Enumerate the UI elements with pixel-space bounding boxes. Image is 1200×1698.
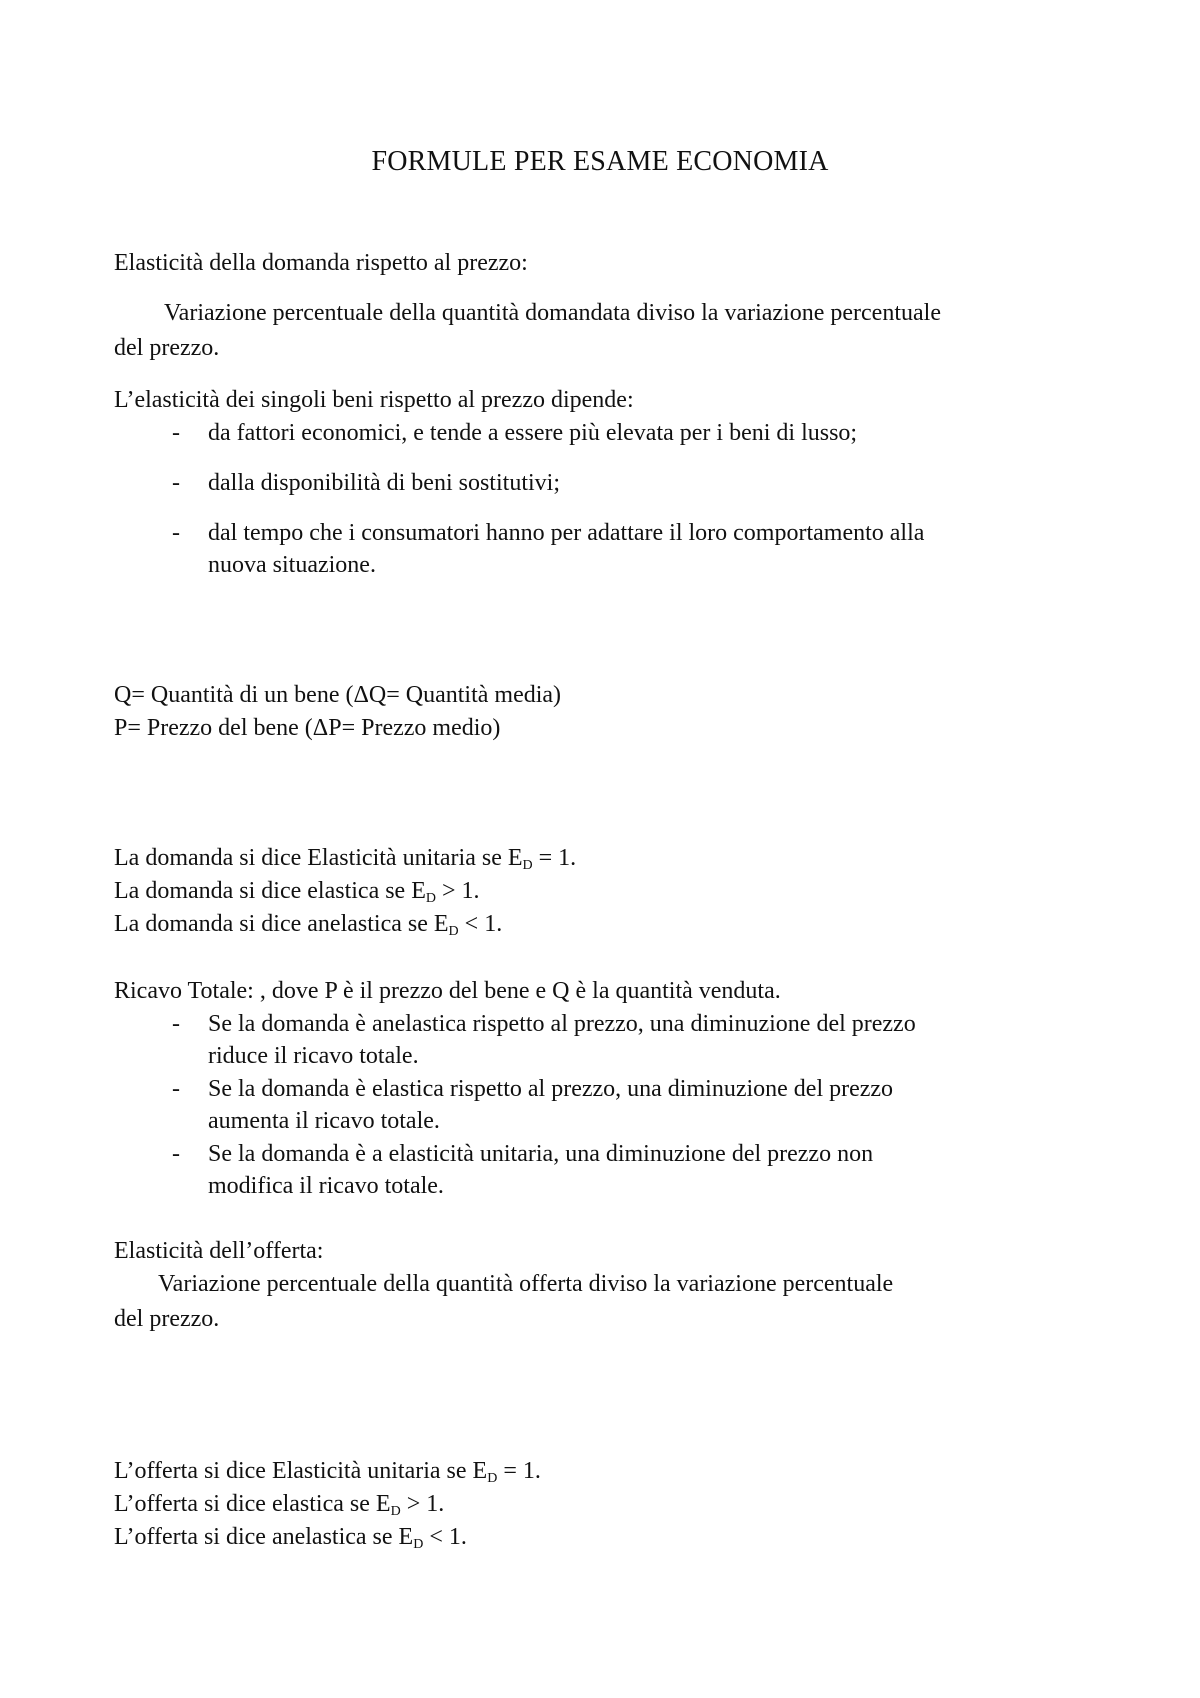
page-title: FORMULE PER ESAME ECONOMIA <box>371 146 829 177</box>
supply-definition-line-1: Variazione percentuale della quantità offerta diviso la variazione percentuale <box>158 1271 894 1297</box>
factor-item-3-line-1: dal tempo che i consumatori hanno per adattare il loro comportamento alla <box>208 520 925 546</box>
symbol-p-definition: P= Prezzo del bene (ΔP= Prezzo medio) <box>114 715 501 741</box>
bullet-dash: - <box>172 1076 180 1102</box>
bullet-dash: - <box>172 1141 180 1167</box>
factor-item-3-line-2: nuova situazione. <box>208 552 376 578</box>
revenue-item-2-line-2: aumenta il ricavo totale. <box>208 1108 440 1134</box>
factors-intro: L’elasticità dei singoli beni rispetto al prezzo dipende: <box>114 387 634 413</box>
demand-definition-line-1: Variazione percentuale della quantità domandata diviso la variazione percentuale <box>164 300 941 326</box>
supply-inelastic: L’offerta si dice anelastica se $E_D < 1$. <box>114 1524 467 1552</box>
demand-unit-elastic: La domanda si dice Elasticità unitaria se $E_D = 1$. <box>114 845 577 873</box>
factor-item-1: da fattori economici, e tende a essere più elevata per i beni di lusso; <box>208 420 858 446</box>
demand-elastic: La domanda si dice elastica se $E_D > 1$. <box>114 878 480 906</box>
bullet-dash: - <box>172 470 180 496</box>
demand-elasticity-heading: Elasticità della domanda rispetto al prezzo: <box>114 250 528 276</box>
demand-definition-line-2: del prezzo. <box>114 335 220 361</box>
symbol-q-definition: Q= Quantità di un bene (ΔQ= Quantità media) <box>114 682 562 708</box>
revenue-item-3-line-1: Se la domanda è a elasticità unitaria, una diminuzione del prezzo non <box>208 1141 874 1167</box>
revenue-item-1-line-2: riduce il ricavo totale. <box>208 1043 419 1069</box>
demand-inelastic: La domanda si dice anelastica se $E_D < 1$. <box>114 911 503 939</box>
bullet-dash: - <box>172 420 180 446</box>
supply-elasticity-heading: Elasticità dell’offerta: <box>114 1238 324 1264</box>
total-revenue-intro: Ricavo Totale: , dove P è il prezzo del bene e Q è la quantità venduta. <box>114 978 781 1004</box>
factor-item-2: dalla disponibilità di beni sostitutivi; <box>208 470 560 496</box>
supply-definition-line-2: del prezzo. <box>114 1306 220 1332</box>
revenue-item-3-line-2: modifica il ricavo totale. <box>208 1173 444 1199</box>
revenue-item-2-line-1: Se la domanda è elastica rispetto al prezzo, una diminuzione del prezzo <box>208 1076 894 1102</box>
revenue-item-1-line-1: Se la domanda è anelastica rispetto al prezzo, una diminuzione del prezzo <box>208 1011 916 1037</box>
supply-unit-elastic: L’offerta si dice Elasticità unitaria se $E_D = 1$. <box>114 1458 541 1486</box>
supply-elastic: L’offerta si dice elastica se $E_D > 1$. <box>114 1491 445 1519</box>
bullet-dash: - <box>172 1011 180 1037</box>
bullet-dash: - <box>172 520 180 546</box>
